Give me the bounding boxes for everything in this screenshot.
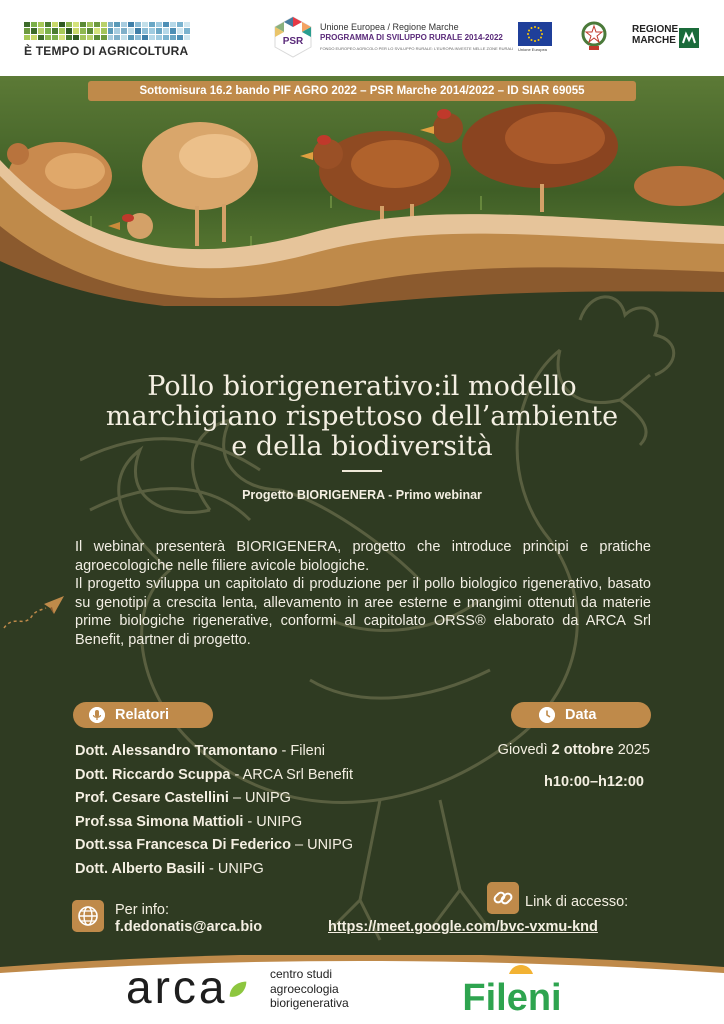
- speaker-name: Dott. Alessandro Tramontano: [75, 743, 278, 759]
- chickens-photo: [0, 76, 724, 306]
- speaker-affiliation: – UNIPG: [228, 790, 291, 806]
- description-paragraph-1: Il webinar presenterà BIORIGENERA, progetto che introduce principi e pratiche agroecologiche nelle filiere avicole biologiche.: [75, 539, 651, 574]
- psr-line1: Unione Europea / Regione Marche: [320, 22, 459, 32]
- title-line-3: e della biodiversità: [231, 431, 493, 462]
- regione-marche-logo-text: [632, 24, 679, 46]
- psr-marche-logo-icon: [272, 16, 314, 58]
- title-divider: [342, 470, 382, 472]
- psr-programme-text: [320, 22, 513, 51]
- event-date-bold: 2 ottobre: [551, 742, 614, 758]
- arca-line-2: agroecologia: [270, 981, 339, 996]
- event-date: [440, 740, 650, 760]
- info-label: Per info:: [115, 902, 169, 918]
- event-time: h10:00–h12:00: [544, 774, 644, 790]
- speaker-item: [75, 811, 455, 835]
- title-line-1: Pollo biorigenerativo:il modello: [147, 371, 577, 402]
- regione-marche-text: REGIONE MARCHE: [632, 24, 679, 46]
- speakers-list: [75, 740, 455, 881]
- data-label: Data: [565, 707, 597, 723]
- speaker-name: Prof. Cesare Castellini: [75, 790, 229, 806]
- arca-leaf-icon: [228, 980, 248, 1000]
- arca-line-1: centro studi: [270, 967, 333, 981]
- microphone-icon: [89, 707, 105, 723]
- speaker-item: [75, 764, 455, 788]
- fileni-sun-icon: [509, 965, 533, 974]
- event-description: [75, 538, 651, 649]
- globe-icon: [72, 900, 104, 932]
- event-subtitle: Progetto BIORIGENERA - Primo webinar: [242, 488, 482, 502]
- event-year: 2025: [613, 742, 650, 758]
- arca-line-3: biorigenerativa: [270, 996, 349, 1010]
- eu-flag-icon: [518, 22, 552, 46]
- psr-logo-text: PSR: [282, 36, 304, 47]
- logo-bar: [0, 0, 724, 76]
- italian-republic-emblem-icon: [580, 20, 608, 52]
- meet-link[interactable]: https://meet.google.com/bvc-vxmu-knd: [328, 919, 598, 935]
- speaker-affiliation: – UNIPG: [290, 837, 354, 853]
- speaker-affiliation: - ARCA Srl Benefit: [230, 766, 353, 783]
- speaker-name: Dott. Riccardo Scuppa: [75, 766, 231, 783]
- arca-logo: [126, 960, 227, 1014]
- relatori-label: Relatori: [115, 707, 169, 723]
- event-title: [40, 372, 684, 462]
- speaker-item: [75, 787, 455, 811]
- info-email-link[interactable]: f.dedonatis@arca.bio: [115, 919, 263, 935]
- speaker-name: Prof.ssa Simona Mattioli: [75, 813, 244, 830]
- event-day: Giovedì: [497, 742, 552, 758]
- psr-line2: PROGRAMMA DI SVILUPPO RURALE 2014-2022: [320, 33, 503, 42]
- speaker-item: [75, 740, 455, 764]
- title-line-2: marchigiano rispettoso dell’ambiente: [105, 401, 619, 432]
- eu-caption: Unione Europea: [518, 47, 547, 52]
- speaker-name: Dott.ssa Francesca Di Federico: [75, 837, 291, 853]
- regione-marche-emblem-icon: [679, 28, 699, 48]
- link-icon: [487, 882, 519, 914]
- speaker-affiliation: - UNIPG: [243, 813, 303, 830]
- relatori-badge: [73, 702, 213, 728]
- agricoltura-logo-text: È TEMPO DI AGRICOLTURA: [24, 44, 189, 58]
- clock-icon: [539, 707, 555, 723]
- speaker-name: Dott. Alberto Basili: [75, 860, 205, 877]
- fileni-logo: [437, 960, 587, 1016]
- speaker-affiliation: - Fileni: [277, 743, 326, 759]
- psr-line3: FONDO EUROPEO AGRICOLO PER LO SVILUPPO RURALE: L'EUROPA INVESTE NELLE ZONE RURALI: [320, 46, 514, 51]
- paper-plane-icon: [0, 594, 66, 634]
- access-link-label: Link di accesso:: [525, 894, 629, 910]
- footer-band: [0, 955, 724, 1024]
- speaker-item: [75, 834, 455, 858]
- tempo-di-agricoltura-logo: [24, 22, 194, 62]
- agricoltura-mosaic-icon: [24, 22, 190, 40]
- description-paragraph-2: Il progetto sviluppa un capitolato di produzione per il pollo biologico rigenerativo, basato su genotipi a crescita lenta, allevamento in aree esterne e mangimi ottenuti da materie prime biologiche rigenerative, conformi al capitolato ORSS® elaborato da ARCA Srl Benefit, partner di progetto.: [75, 576, 651, 648]
- arca-tagline: [270, 967, 349, 1011]
- data-badge: [511, 702, 651, 728]
- speaker-affiliation: - UNIPG: [204, 860, 264, 877]
- fileni-logo-text: Fileni: [462, 977, 562, 1016]
- funding-banner: Sottomisura 16.2 bando PIF AGRO 2022 – PSR Marche 2014/2022 – ID SIAR 69055: [88, 81, 636, 101]
- speaker-item: [75, 858, 455, 882]
- arca-logo-text: arca: [126, 961, 228, 1013]
